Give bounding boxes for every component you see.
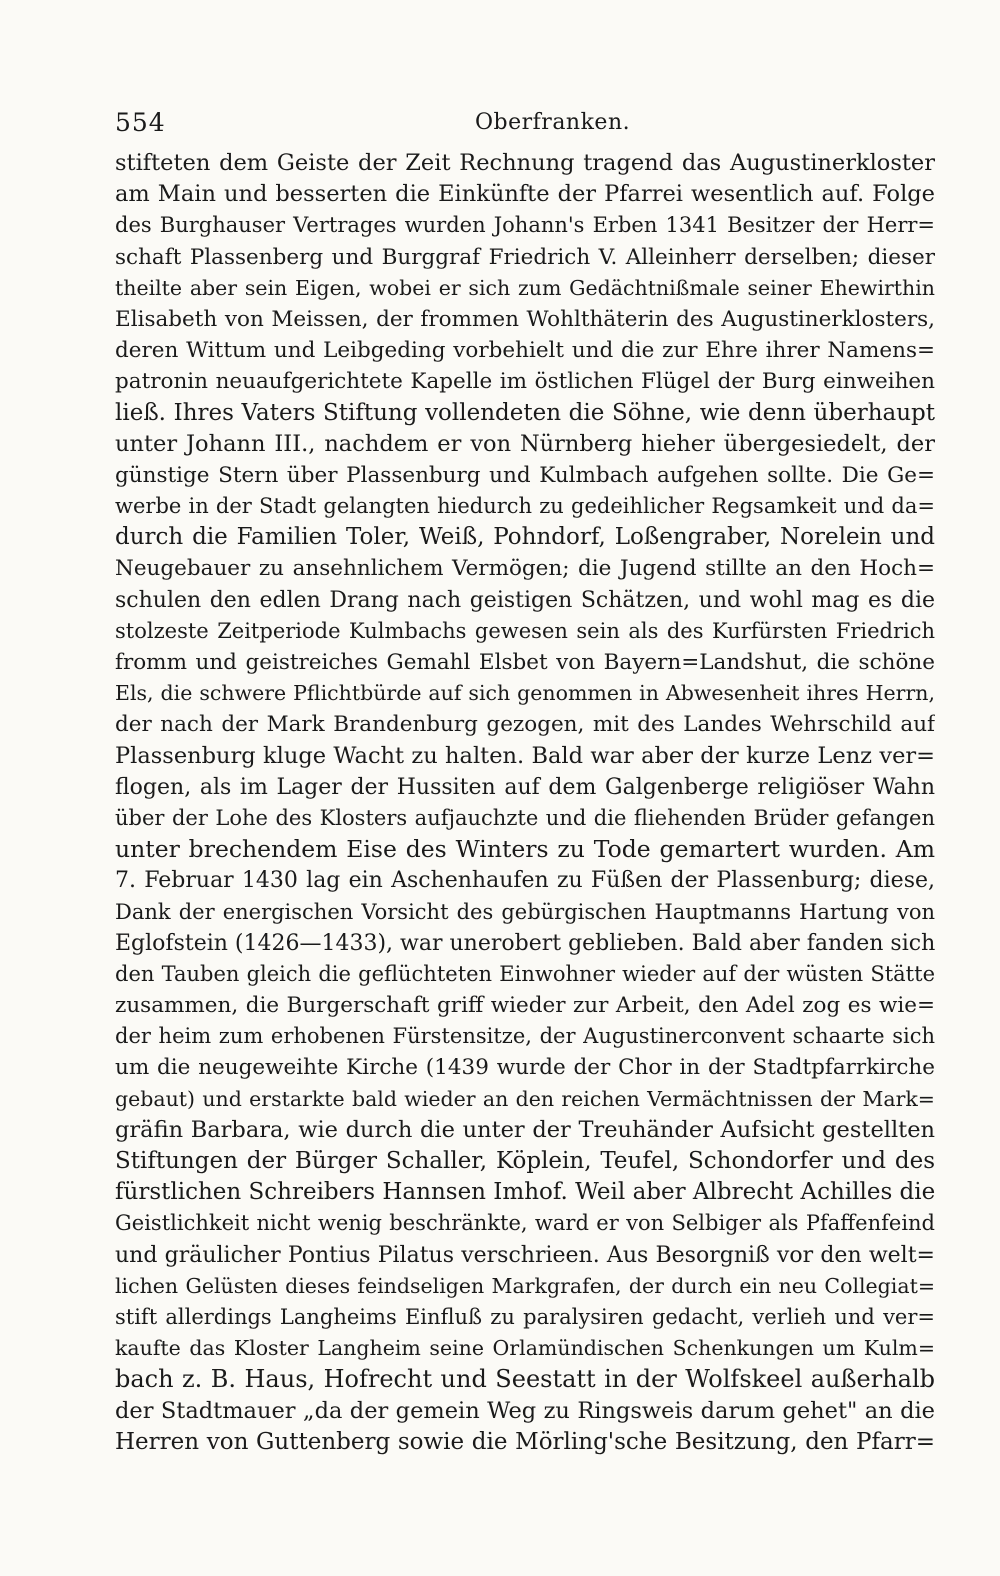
text-line: flogen, als im Lager der Hussiten auf dem Galgenberge religiöser Wahn — [115, 774, 935, 800]
running-head: Oberfranken. — [475, 110, 631, 135]
text-line: der nach der Mark Brandenburg gezogen, mit des Landes Wehrschild auf — [115, 712, 935, 738]
text-line: unter brechendem Eise des Winters zu Tode gemartert wurden. Am — [115, 835, 935, 864]
text-line: durch die Familien Toler, Weiß, Pohndorf, Loßengraber, Norelein und — [115, 524, 935, 551]
text-line: kaufte das Kloster Langheim seine Orlamündischen Schenkungen um Kulm= — [115, 1336, 935, 1361]
text-line: günstige Stern über Plassenburg und Kulmbach aufgehen sollte. Die Ge= — [115, 462, 935, 488]
text-line: Geistlichkeit nicht wenig beschränkte, ward er von Selbiger als Pfaffenfeind — [115, 1211, 935, 1236]
text-line: Plassenburg kluge Wacht zu halten. Bald war aber der kurze Lenz ver= — [115, 742, 935, 769]
text-line: ließ. Ihres Vaters Stiftung vollendeten die Söhne, wie denn überhaupt — [115, 399, 935, 426]
text-line: des Burghauser Vertrages wurden Johann's Erben 1341 Besitzer der Herr= — [115, 213, 935, 238]
body-text — [115, 148, 935, 1458]
text-line: stolzeste Zeitperiode Kulmbachs gewesen sein als des Kurfürsten Friedrich — [115, 618, 935, 643]
page-number: 554 — [115, 108, 166, 137]
text-line: Els, die schwere Pflichtbürde auf sich genommen in Abwesenheit ihres Herrn, — [115, 681, 935, 706]
text-line: Neugebauer zu ansehnlichem Vermögen; die Jugend stillte an den Hoch= — [115, 556, 935, 582]
text-line: patronin neuaufgerichtete Kapelle im östlichen Flügel der Burg einweihen — [115, 369, 935, 395]
text-line: deren Wittum und Leibgeding vorbehielt und die zur Ehre ihrer Namens= — [115, 338, 935, 364]
text-line: stifteten dem Geiste der Zeit Rechnung tragend das Augustinerkloster — [115, 150, 935, 176]
text-line: der heim zum erhobenen Fürstensitze, der Augustinerconvent schaarte sich — [115, 1024, 935, 1049]
text-line: Dank der energischen Vorsicht des gebürgischen Hauptmanns Hartung von — [115, 899, 935, 924]
text-line: Herren von Guttenberg sowie die Mörling'sche Besitzung, den Pfarr= — [115, 1428, 935, 1455]
text-line: Stiftungen der Bürger Schaller, Köplein, Teufel, Schondorfer und des — [115, 1148, 935, 1174]
text-line: gräfin Barbara, wie durch die unter der Treuhänder Aufsicht gestellten — [115, 1116, 935, 1143]
text-line: der Stadtmauer „da der gemein Weg zu Ringsweis darum gehet" an die — [115, 1397, 935, 1424]
text-line: über der Lohe des Klosters aufjauchzte und die fliehenden Brüder gefangen — [115, 805, 935, 830]
text-line: fürstlichen Schreibers Hannsen Imhof. Weil aber Albrecht Achilles die — [115, 1179, 935, 1206]
text-line: den Tauben gleich die geflüchteten Einwohner wieder auf der wüsten Stätte — [115, 961, 935, 986]
text-line: theilte aber sein Eigen, wobei er sich zum Gedächtnißmale seiner Ehewirthin — [115, 275, 935, 300]
text-line: schulen den edlen Drang nach geistigen Schätzen, und wohl mag es die — [115, 587, 935, 613]
text-line: Elisabeth von Meissen, der frommen Wohlthäterin des Augustinerklosters, — [115, 306, 935, 332]
text-line: unter Johann III., nachdem er von Nürnberg hieher übergesiedelt, der — [115, 430, 935, 457]
text-line: stift allerdings Langheims Einfluß zu paralysiren gedacht, verlieh und ver= — [115, 1304, 935, 1329]
text-line: am Main und besserten die Einkünfte der Pfarrei wesentlich auf. Folge — [115, 181, 935, 208]
text-line: um die neugeweihte Kirche (1439 wurde der Chor in der Stadtpfarrkirche — [115, 1055, 935, 1081]
text-line: schaft Plassenberg und Burggraf Friedrich V. Alleinherr derselben; dieser — [115, 244, 935, 270]
text-line: 7. Februar 1430 lag ein Aschenhaufen zu Füßen der Plassenburg; diese, — [115, 868, 935, 894]
text-line: zusammen, die Burgerschaft griff wieder zur Arbeit, den Adel zog es wie= — [115, 993, 935, 1019]
text-line: fromm und geistreiches Gemahl Elsbet von Bayern=Landshut, die schöne — [115, 650, 935, 675]
text-line: Eglofstein (1426—1433), war unerobert geblieben. Bald aber fanden sich — [115, 930, 935, 956]
page-header — [115, 108, 935, 148]
text-line: bach z. B. Haus, Hofrecht und Seestatt in der Wolfskeel außerhalb — [115, 1365, 935, 1394]
text-line: lichen Gelüsten dieses feindseligen Markgrafen, der durch ein neu Collegiat= — [115, 1273, 935, 1298]
text-line: und gräulicher Pontius Pilatus verschrieen. Aus Besorgniß vor den welt= — [115, 1242, 935, 1268]
text-line: werbe in der Stadt gelangten hiedurch zu gedeihlicher Regsamkeit und da= — [115, 494, 935, 519]
text-line: gebaut) und erstarkte bald wieder an den reichen Vermächtnissen der Mark= — [115, 1086, 935, 1111]
